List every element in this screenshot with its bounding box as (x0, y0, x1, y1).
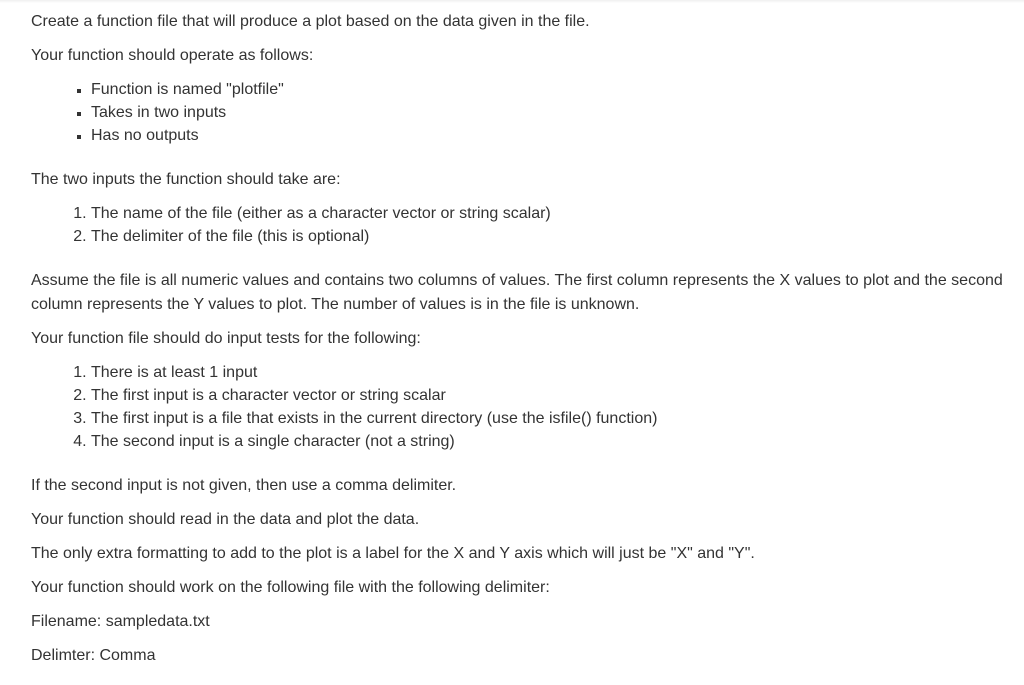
tests-list (31, 361, 1016, 453)
operate-heading: Your function should operate as follows: (31, 47, 314, 64)
operate-list (31, 78, 1016, 147)
filename-text: Filename: sampledata.txt (31, 613, 210, 630)
intro-text: Create a function file that will produce a plot based on the data given in the file. (31, 13, 590, 30)
list-item: 2. The first input is a character vector or string scalar (91, 384, 1016, 407)
read-plot-text: Your function should read in the data and plot the data. (31, 511, 420, 528)
list-item: ▪ Takes in two inputs (91, 101, 1016, 124)
delimiter-text: Delimter: Comma (31, 647, 156, 664)
list-item: 1. The name of the file (either as a character vector or string scalar) (91, 202, 1016, 225)
list-item: 3. The first input is a file that exists in the current directory (use the isfile() function) (91, 407, 1016, 430)
list-item: 2. The delimiter of the file (this is optional) (91, 225, 1016, 248)
work-on-text: Your function should work on the following file with the following delimiter: (31, 579, 550, 596)
list-item: 4. The second input is a single character (not a string) (91, 430, 1016, 453)
list-item: ▪ Has no outputs (91, 124, 1016, 147)
top-divider (0, 0, 1024, 3)
tests-heading: Your function file should do input tests for the following: (31, 330, 421, 347)
assume-text: Assume the file is all numeric values and contains two columns of values. The first column represents the X values to plot and the second column represents the Y values to plot. The number of values is in the file is unknown. (31, 272, 1003, 313)
problem-statement (31, 10, 1016, 678)
delimiter-default-text: If the second input is not given, then use a comma delimiter. (31, 477, 457, 494)
list-item: ▪ Function is named "plotfile" (91, 78, 1016, 101)
formatting-text: The only extra formatting to add to the plot is a label for the X and Y axis which will just be "X" and "Y". (31, 545, 755, 562)
inputs-heading: The two inputs the function should take are: (31, 171, 341, 188)
inputs-list (31, 202, 1016, 248)
list-item: 1. There is at least 1 input (91, 361, 1016, 384)
